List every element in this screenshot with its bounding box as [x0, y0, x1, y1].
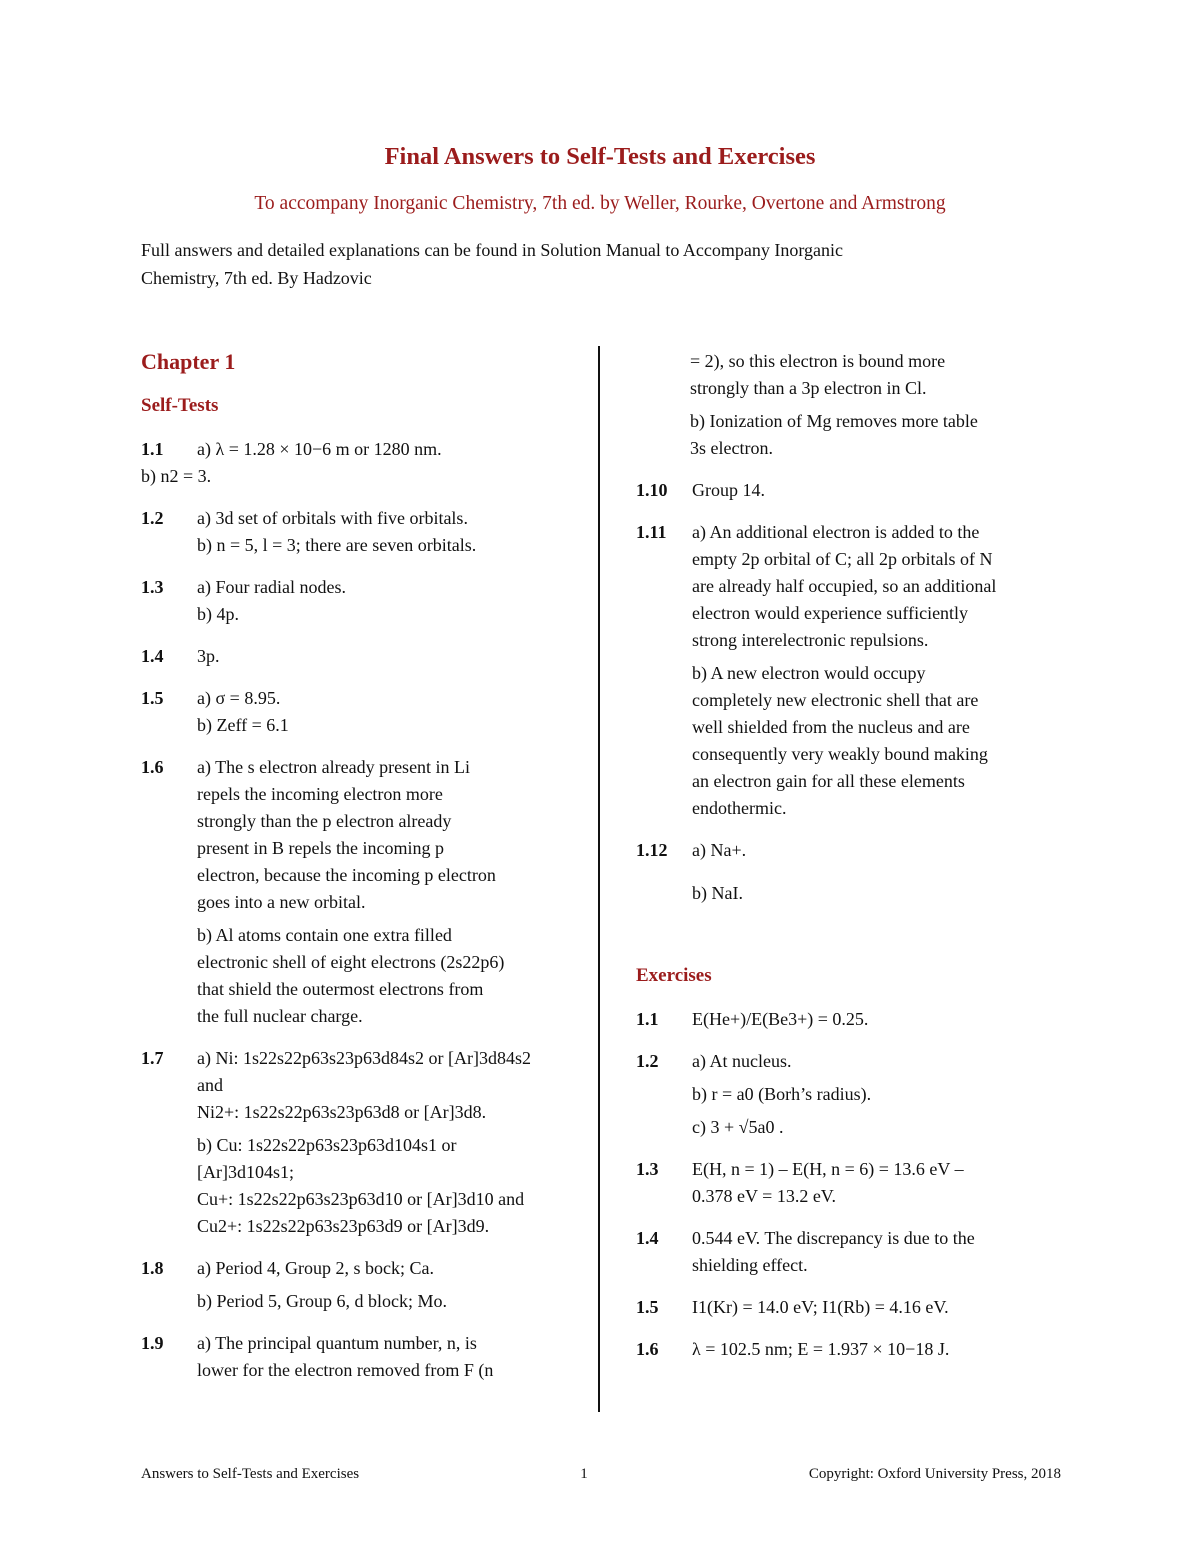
answer-text: lower for the electron removed from F (n [197, 1360, 494, 1380]
answer-item [141, 643, 581, 670]
exercise-item [636, 1336, 1066, 1363]
answer-item [141, 574, 581, 628]
answer-text: goes into a new orbital. [197, 892, 366, 912]
answer-part-b [197, 922, 581, 1030]
answer-text: and [197, 1075, 223, 1095]
answer-text: a) Period 4, Group 2, s bock; Ca. [197, 1258, 434, 1278]
answer-part-a [197, 754, 581, 916]
exercise-text: shielding effect. [692, 1255, 808, 1275]
answer-text: consequently very weakly bound making [692, 744, 988, 764]
answer-text: a) λ = 1.28 × 10−6 m or 1280 nm. [197, 439, 442, 459]
answer-text: b) n2 = 3. [141, 466, 212, 486]
answer-text: b) n = 5, l = 3; there are seven orbitals. [197, 535, 477, 555]
answer-text: b) 4p. [197, 604, 239, 624]
answer-text: b) Al atoms contain one extra filled [197, 925, 452, 945]
answer-text: electron, because the incoming p electron [197, 865, 496, 885]
answer-item [636, 519, 1066, 822]
answer-part-b [692, 660, 1066, 822]
page-title: Final Answers to Self-Tests and Exercises [384, 143, 816, 170]
answer-number: 1.2 [141, 508, 164, 528]
exercise-item [636, 1048, 1066, 1141]
answer-number: 1.8 [141, 1258, 164, 1278]
answer-number: 1.9 [141, 1333, 164, 1353]
answer-item [141, 505, 581, 559]
exercise-text: E(He+)/E(Be3+) = 0.25. [692, 1009, 869, 1029]
answer-text: Group 14. [692, 480, 765, 500]
page-subtitle: To accompany Inorganic Chemistry, 7th ed. by Weller, Rourke, Overtone and Armstrong [254, 193, 946, 214]
answer-item [141, 436, 581, 463]
answer-item [141, 685, 581, 739]
answer-continuation [636, 348, 1066, 402]
self-tests-heading: Self-Tests [141, 395, 219, 416]
page-number: 1 [580, 1466, 588, 1482]
right-column [636, 348, 1066, 1378]
answer-number: 1.6 [141, 757, 164, 777]
answer-text: a) The principal quantum number, n, is [197, 1333, 477, 1353]
exercise-number: 1.3 [636, 1159, 659, 1179]
exercise-item [636, 1225, 1066, 1279]
answer-text: well shielded from the nucleus and are [692, 717, 970, 737]
answer-text: electron would experience sufficiently [692, 603, 969, 623]
exercise-text: c) 3 + √5a0 . [692, 1117, 784, 1137]
answer-text: b) Cu: 1s22s22p63s23p63d104s1 or [197, 1135, 457, 1155]
answer-text: strongly than the p electron already [197, 811, 452, 831]
answer-item [636, 477, 1066, 504]
answer-text: b) Zeff = 6.1 [197, 715, 289, 735]
exercise-item [636, 1156, 1066, 1210]
exercise-text: I1(Kr) = 14.0 eV; I1(Rb) = 4.16 eV. [692, 1297, 949, 1317]
answer-text: an electron gain for all these elements [692, 771, 965, 791]
answer-item [141, 1330, 581, 1384]
exercise-number: 1.5 [636, 1297, 659, 1317]
answer-text: = 2), so this electron is bound more [690, 351, 946, 371]
exercise-text: b) r = a0 (Borh’s radius). [692, 1084, 872, 1104]
answer-text: that shield the outermost electrons from [197, 979, 484, 999]
exercise-text: 0.544 eV. The discrepancy is due to the [692, 1228, 975, 1248]
intro-text [141, 236, 1061, 292]
answer-text: Cu2+: 1s22s22p63s23p63d9 or [Ar]3d9. [197, 1216, 490, 1236]
answer-text: Ni2+: 1s22s22p63s23p63d8 or [Ar]3d8. [197, 1102, 487, 1122]
answer-text: a) σ = 8.95. [197, 688, 281, 708]
answer-text: b) A new electron would occupy [692, 663, 926, 683]
answer-number: 1.12 [636, 840, 668, 860]
answer-text: Cu+: 1s22s22p63s23p63d10 or [Ar]3d10 and [197, 1189, 525, 1209]
answer-part-a [692, 519, 1066, 654]
answer-item [141, 754, 581, 1030]
chapter-heading: Chapter 1 [141, 349, 236, 374]
answer-number: 1.4 [141, 646, 164, 666]
answer-text: a) An additional electron is added to the [692, 522, 980, 542]
answer-text: repels the incoming electron more [197, 784, 443, 804]
page-footer [141, 1466, 1061, 1483]
footer-left: Answers to Self-Tests and Exercises [141, 1466, 360, 1482]
answer-text: strong interelectronic repulsions. [692, 630, 929, 650]
answer-text: b) Period 5, Group 6, d block; Mo. [197, 1291, 447, 1311]
answer-number: 1.5 [141, 688, 164, 708]
answer-text: a) Four radial nodes. [197, 577, 346, 597]
answer-number: 1.11 [636, 522, 667, 542]
answer-text: are already half occupied, so an additional [692, 576, 997, 596]
exercise-item [636, 1294, 1066, 1321]
exercise-item [636, 1006, 1066, 1033]
answer-text: the full nuclear charge. [197, 1006, 363, 1026]
answer-number: 1.3 [141, 577, 164, 597]
answer-part-a [197, 1045, 581, 1126]
answer-text: [Ar]3d104s1; [197, 1162, 294, 1182]
footer-copyright: Copyright: Oxford University Press, 2018 [808, 1466, 1061, 1482]
answer-item [636, 837, 1066, 907]
answer-part-b [197, 1132, 581, 1240]
answer-continuation [636, 408, 1066, 462]
answer-number: 1.1 [141, 439, 164, 459]
exercise-text: λ = 102.5 nm; E = 1.937 × 10−18 J. [692, 1339, 950, 1359]
exercise-text: 0.378 eV = 13.2 eV. [692, 1186, 836, 1206]
exercise-number: 1.4 [636, 1228, 659, 1248]
answer-text: a) The s electron already present in Li [197, 757, 471, 777]
answer-text: electronic shell of eight electrons (2s22p6) [197, 952, 505, 972]
answer-text: endothermic. [692, 798, 787, 818]
exercise-number: 1.6 [636, 1339, 659, 1359]
exercise-number: 1.2 [636, 1051, 659, 1071]
answer-text: a) 3d set of orbitals with five orbitals. [197, 508, 468, 528]
answer-item [141, 1255, 581, 1315]
answer-text: completely new electronic shell that are [692, 690, 979, 710]
answer-text: present in B repels the incoming p [197, 838, 444, 858]
exercise-number: 1.1 [636, 1009, 659, 1029]
intro-line-2: Chemistry, 7th ed. By Hadzovic [141, 268, 372, 288]
column-divider [598, 346, 600, 1412]
answer-number: 1.7 [141, 1048, 164, 1068]
answer-text: a) Ni: 1s22s22p63s23p63d84s2 or [Ar]3d84s2 [197, 1048, 531, 1068]
answer-text: strongly than a 3p electron in Cl. [690, 378, 927, 398]
answer-number: 1.10 [636, 480, 668, 500]
answer-text: a) Na+. [692, 840, 747, 860]
left-column [141, 348, 581, 1399]
exercise-text: E(H, n = 1) – E(H, n = 6) = 13.6 eV – [692, 1159, 964, 1179]
answer-text: empty 2p orbital of C; all 2p orbitals of N [692, 549, 993, 569]
answer-text: b) NaI. [692, 883, 743, 903]
intro-line-1: Full answers and detailed explanations can be found in Solution Manual to Accompany Inorganic [141, 240, 844, 260]
answer-text: 3p. [197, 646, 220, 666]
exercise-text: a) At nucleus. [692, 1051, 792, 1071]
exercises-heading: Exercises [636, 965, 712, 986]
answer-text: 3s electron. [690, 438, 773, 458]
answer-item [141, 1045, 581, 1240]
answer-text: b) Ionization of Mg removes more table [690, 411, 978, 431]
